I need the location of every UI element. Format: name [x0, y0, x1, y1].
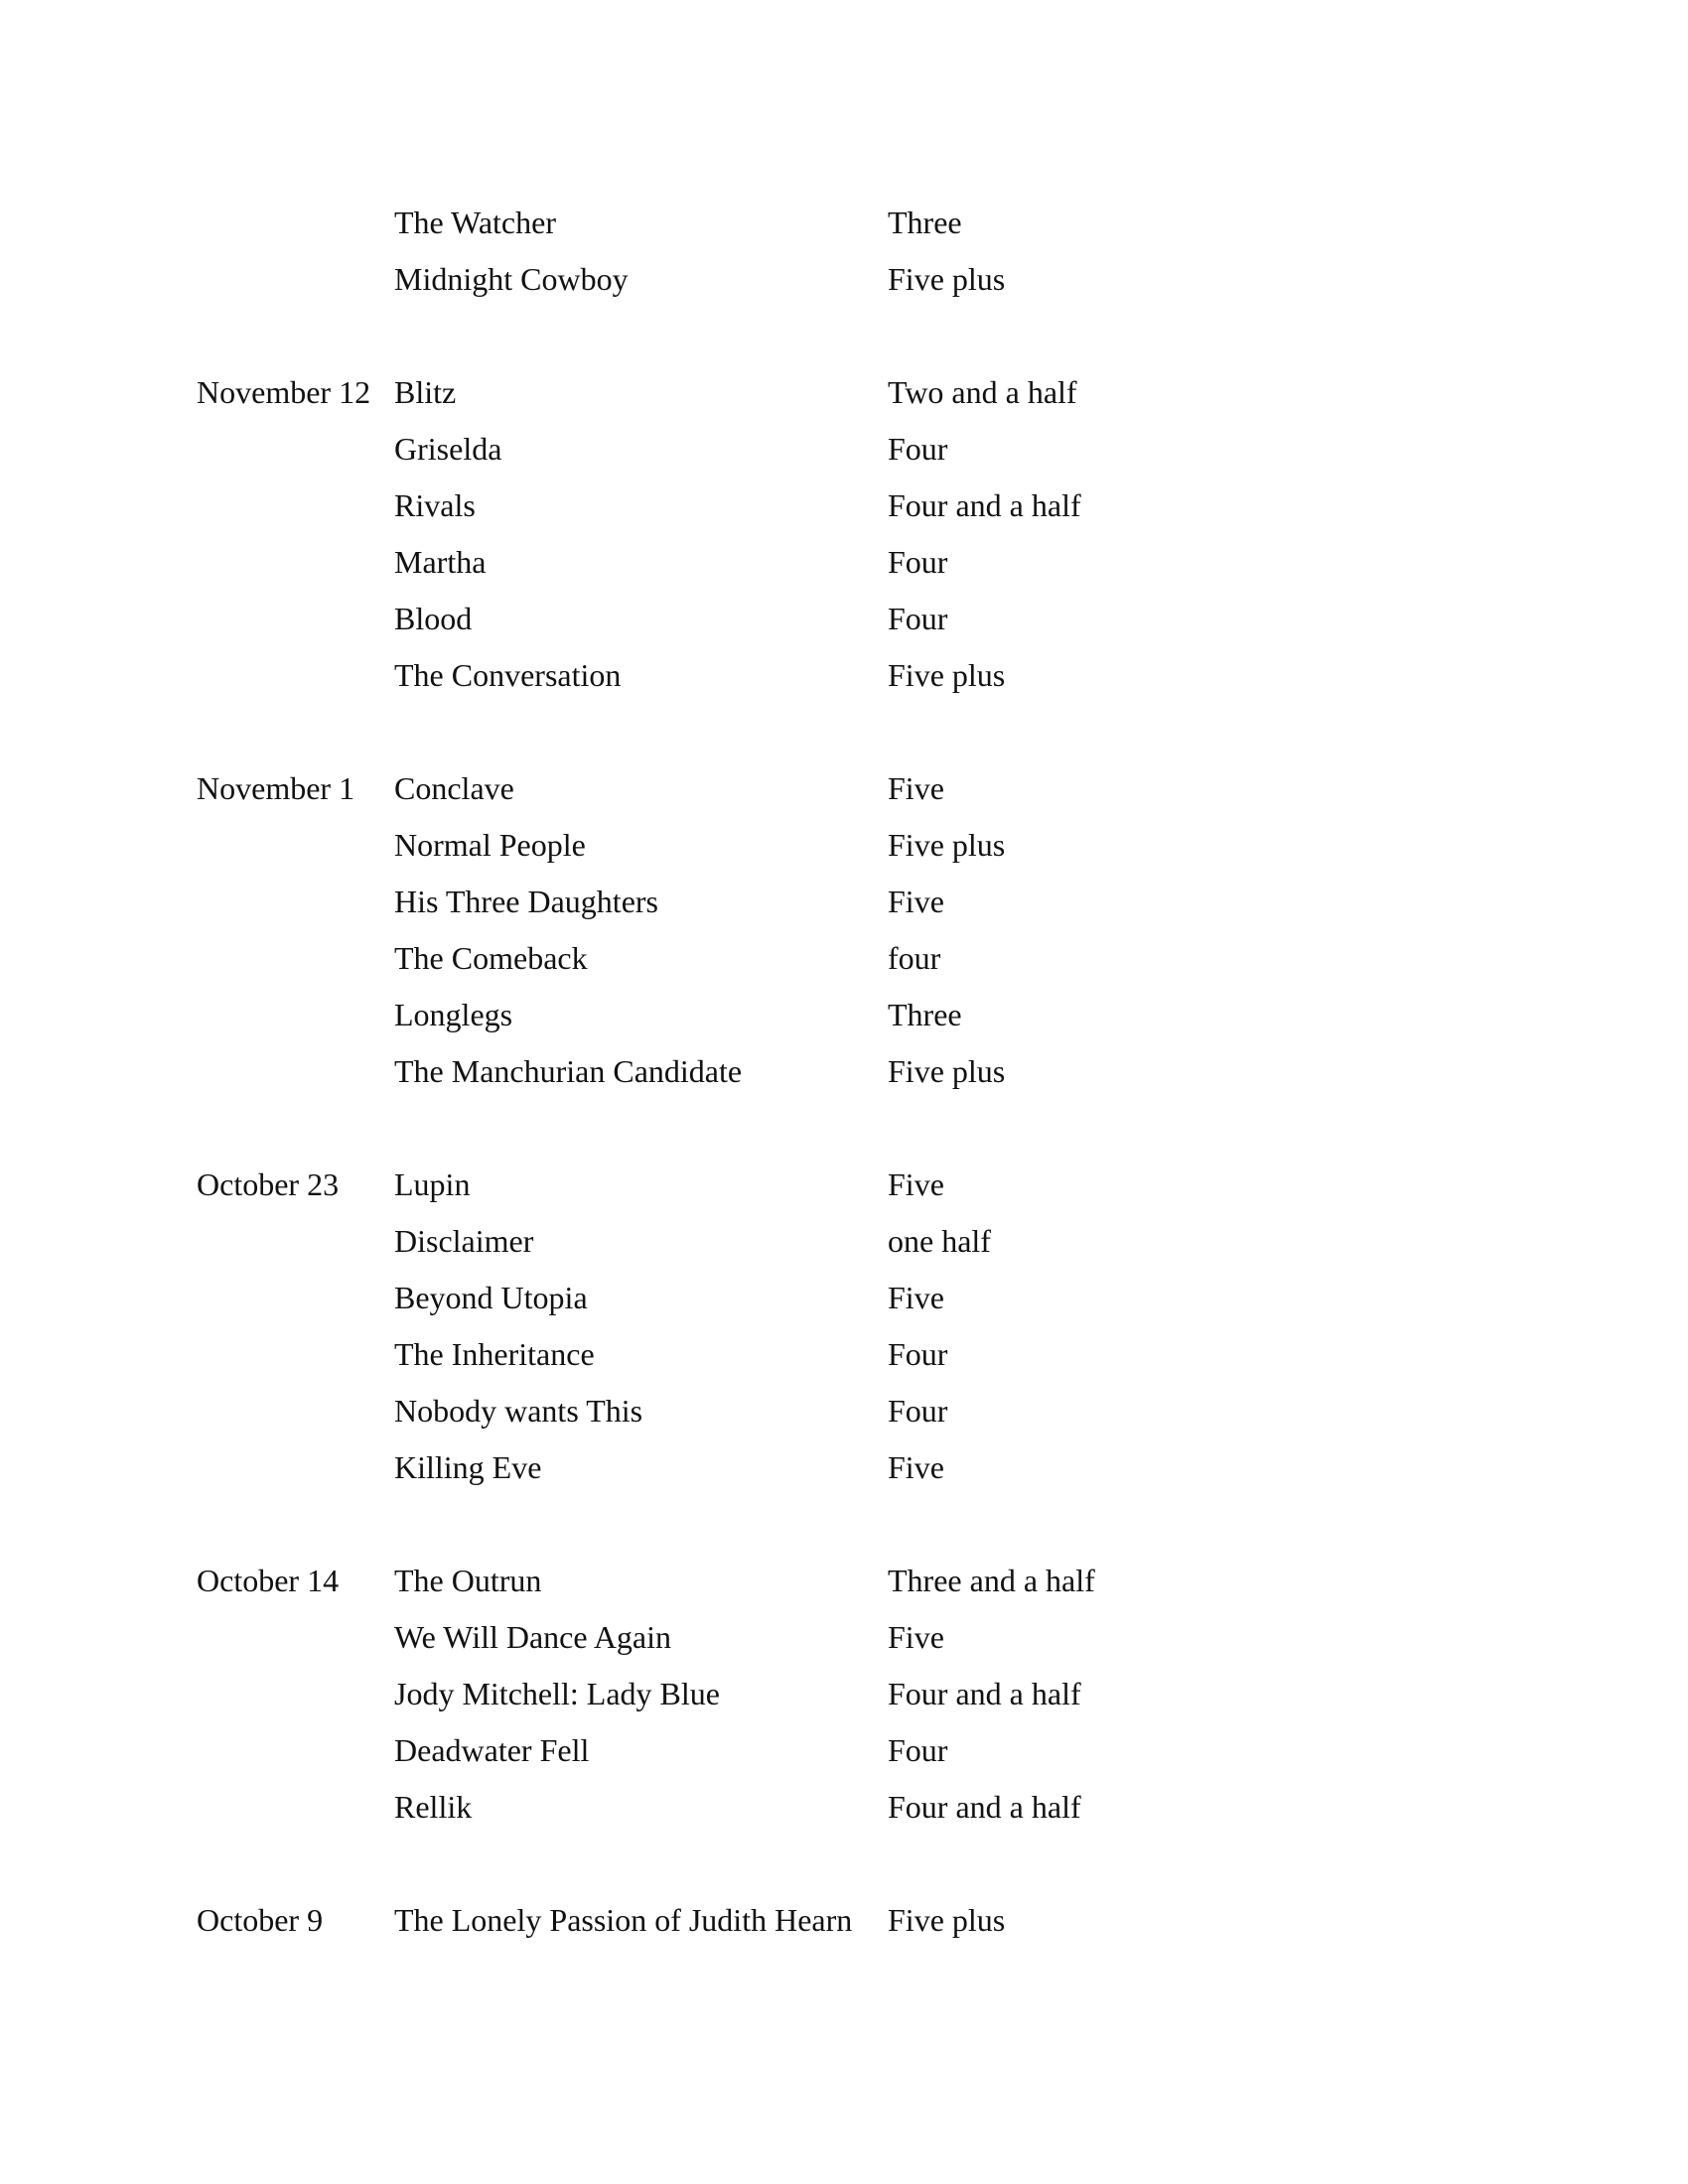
review-row: [197, 591, 1487, 647]
rating-text: Four and a half: [888, 1676, 1081, 1711]
film-title: The Comeback: [394, 940, 588, 976]
film-title: The Inheritance: [394, 1336, 595, 1372]
date-group: [197, 760, 1487, 1100]
rating-text: Five: [888, 1449, 944, 1485]
rating-text: Four: [888, 601, 948, 636]
review-row: [197, 874, 1487, 930]
review-row: [197, 1609, 1487, 1666]
review-row: [197, 478, 1487, 534]
rating-text: Five: [888, 1166, 944, 1202]
review-row: [197, 647, 1487, 704]
rating-text: Four: [888, 544, 948, 580]
date-label: November 1: [197, 770, 355, 806]
rating-text: Five plus: [888, 1902, 1006, 1938]
film-title: The Lonely Passion of Judith Hearn: [394, 1902, 853, 1938]
review-row: [197, 987, 1487, 1043]
rating-text: Two and a half: [888, 374, 1077, 410]
film-title: The Manchurian Candidate: [394, 1053, 743, 1089]
review-row: [197, 1779, 1487, 1836]
film-title: Blitz: [394, 374, 457, 410]
rating-text: Four: [888, 431, 948, 467]
review-row: [197, 1270, 1487, 1326]
rating-text: Five plus: [888, 827, 1006, 863]
date-label: October 23: [197, 1166, 340, 1202]
review-row: [197, 1383, 1487, 1439]
film-title: Beyond Utopia: [394, 1280, 588, 1315]
review-list: [197, 195, 1487, 2005]
rating-text: Five: [888, 770, 944, 806]
film-title: The Conversation: [394, 657, 622, 693]
film-title: Longlegs: [394, 997, 513, 1032]
rating-text: Three: [888, 205, 962, 240]
review-row: [197, 1553, 1487, 1609]
film-title: Deadwater Fell: [394, 1732, 590, 1768]
review-row: [197, 1722, 1487, 1779]
review-row: [197, 1213, 1487, 1270]
rating-text: Three and a half: [888, 1563, 1095, 1598]
date-label: October 9: [197, 1902, 324, 1938]
review-row: [197, 195, 1487, 251]
film-title: Martha: [394, 544, 487, 580]
rating-text: Five: [888, 884, 944, 919]
rating-text: Four: [888, 1732, 948, 1768]
review-row: [197, 1157, 1487, 1213]
rating-text: Five plus: [888, 1053, 1006, 1089]
date-group: [197, 195, 1487, 308]
rating-text: four: [888, 940, 941, 976]
film-title: Disclaimer: [394, 1223, 534, 1259]
film-title: The Outrun: [394, 1563, 542, 1598]
review-row: [197, 251, 1487, 308]
film-title: Nobody wants This: [394, 1393, 643, 1429]
date-label: November 12: [197, 374, 371, 410]
film-title: The Watcher: [394, 205, 556, 240]
review-row: [197, 817, 1487, 874]
film-title: Conclave: [394, 770, 514, 806]
rating-text: Four: [888, 1336, 948, 1372]
rating-text: Five: [888, 1280, 944, 1315]
film-title: Rellik: [394, 1789, 473, 1825]
review-row: [197, 1043, 1487, 1100]
film-title: Killing Eve: [394, 1449, 542, 1485]
date-label: October 14: [197, 1563, 340, 1598]
review-row: [197, 421, 1487, 478]
date-group: [197, 1157, 1487, 1496]
film-title: Lupin: [394, 1166, 471, 1202]
review-row: [197, 930, 1487, 987]
date-group: [197, 1553, 1487, 1836]
review-row: [197, 364, 1487, 421]
rating-text: Four and a half: [888, 1789, 1081, 1825]
review-row: [197, 1326, 1487, 1383]
date-group: [197, 364, 1487, 704]
film-title: Griselda: [394, 431, 502, 467]
film-title: His Three Daughters: [394, 884, 658, 919]
date-group: [197, 1892, 1487, 1949]
review-row: [197, 1666, 1487, 1722]
rating-text: Four and a half: [888, 487, 1081, 523]
film-title: Blood: [394, 601, 473, 636]
rating-text: one half: [888, 1223, 991, 1259]
rating-text: Five plus: [888, 657, 1006, 693]
rating-text: Five: [888, 1619, 944, 1655]
film-title: Normal People: [394, 827, 586, 863]
film-title: We Will Dance Again: [394, 1619, 672, 1655]
rating-text: Five plus: [888, 261, 1006, 297]
review-row: [197, 760, 1487, 817]
film-title: Rivals: [394, 487, 476, 523]
film-title: Jody Mitchell: Lady Blue: [394, 1676, 720, 1711]
review-row: [197, 534, 1487, 591]
rating-text: Three: [888, 997, 962, 1032]
review-row: [197, 1892, 1487, 1949]
film-title: Midnight Cowboy: [394, 261, 629, 297]
review-row: [197, 1439, 1487, 1496]
rating-text: Four: [888, 1393, 948, 1429]
